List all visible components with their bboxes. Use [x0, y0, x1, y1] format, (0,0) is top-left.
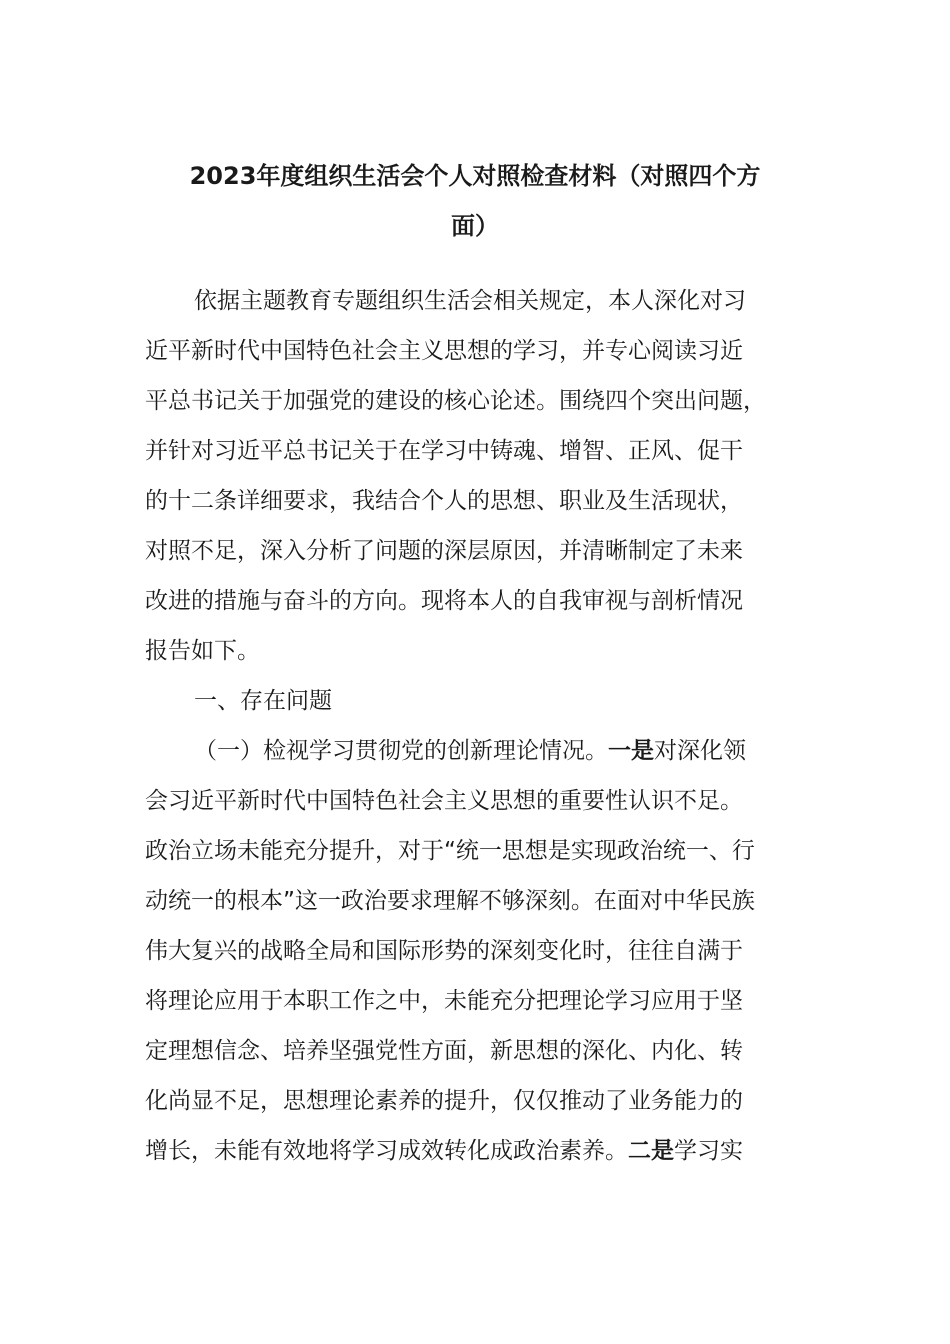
intro-line: 改进的措施与奋斗的方向。现将本人的自我审视与剖析情况: [145, 588, 743, 614]
intro-line: 对照不足，深入分析了问题的深层原因，并清晰制定了未来: [145, 538, 743, 564]
subsection-first-line: [194, 736, 746, 766]
intro-line: 平总书记关于加强党的建设的核心论述。围绕四个突出问题，: [145, 388, 766, 414]
subsection-line: 将理论应用于本职工作之中，未能充分把理论学习应用于坚: [145, 988, 743, 1014]
subsection-line: 定理想信念、培养坚强党性方面，新思想的深化、内化、转: [145, 1038, 743, 1064]
subsection-line: 动统一的根本”这一政治要求理解不够深刻。在面对中华民族: [145, 888, 755, 914]
subsection-text: 增长，未能有效地将学习成效转化成政治素养。: [145, 1138, 628, 1164]
subsection-line-rest: 对深化领: [654, 738, 746, 764]
point-marker-two: 二是: [628, 1138, 674, 1164]
subsection-lead: （一）检视学习贯彻党的创新理论情况。: [194, 738, 608, 764]
subsection-last-line: [145, 1136, 743, 1166]
intro-line: 并针对习近平总书记关于在学习中铸魂、增智、正风、促干: [145, 438, 743, 464]
intro-line: 依据主题教育专题组织生活会相关规定，本人深化对习: [194, 288, 746, 314]
point-marker-one: 一是: [608, 738, 654, 764]
subsection-line: 政治立场未能充分提升，对于“统一思想是实现政治统一、行: [145, 838, 755, 864]
section-heading: 一、存在问题: [194, 688, 332, 714]
subsection-text-end: 学习实: [674, 1138, 743, 1164]
document-title-line-1: 2023年度组织生活会个人对照检查材料（对照四个方: [189, 162, 761, 190]
subsection-line: 会习近平新时代中国特色社会主义思想的重要性认识不足。: [145, 788, 743, 814]
intro-line: 的十二条详细要求，我结合个人的思想、职业及生活现状，: [145, 488, 743, 514]
intro-line: 近平新时代中国特色社会主义思想的学习，并专心阅读习近: [145, 338, 743, 364]
document-title-line-2: 面）: [451, 212, 499, 240]
subsection-line: 化尚显不足，思想理论素养的提升，仅仅推动了业务能力的: [145, 1088, 743, 1114]
subsection-line: 伟大复兴的战略全局和国际形势的深刻变化时，往往自满于: [145, 938, 743, 964]
intro-line: 报告如下。: [145, 638, 260, 664]
